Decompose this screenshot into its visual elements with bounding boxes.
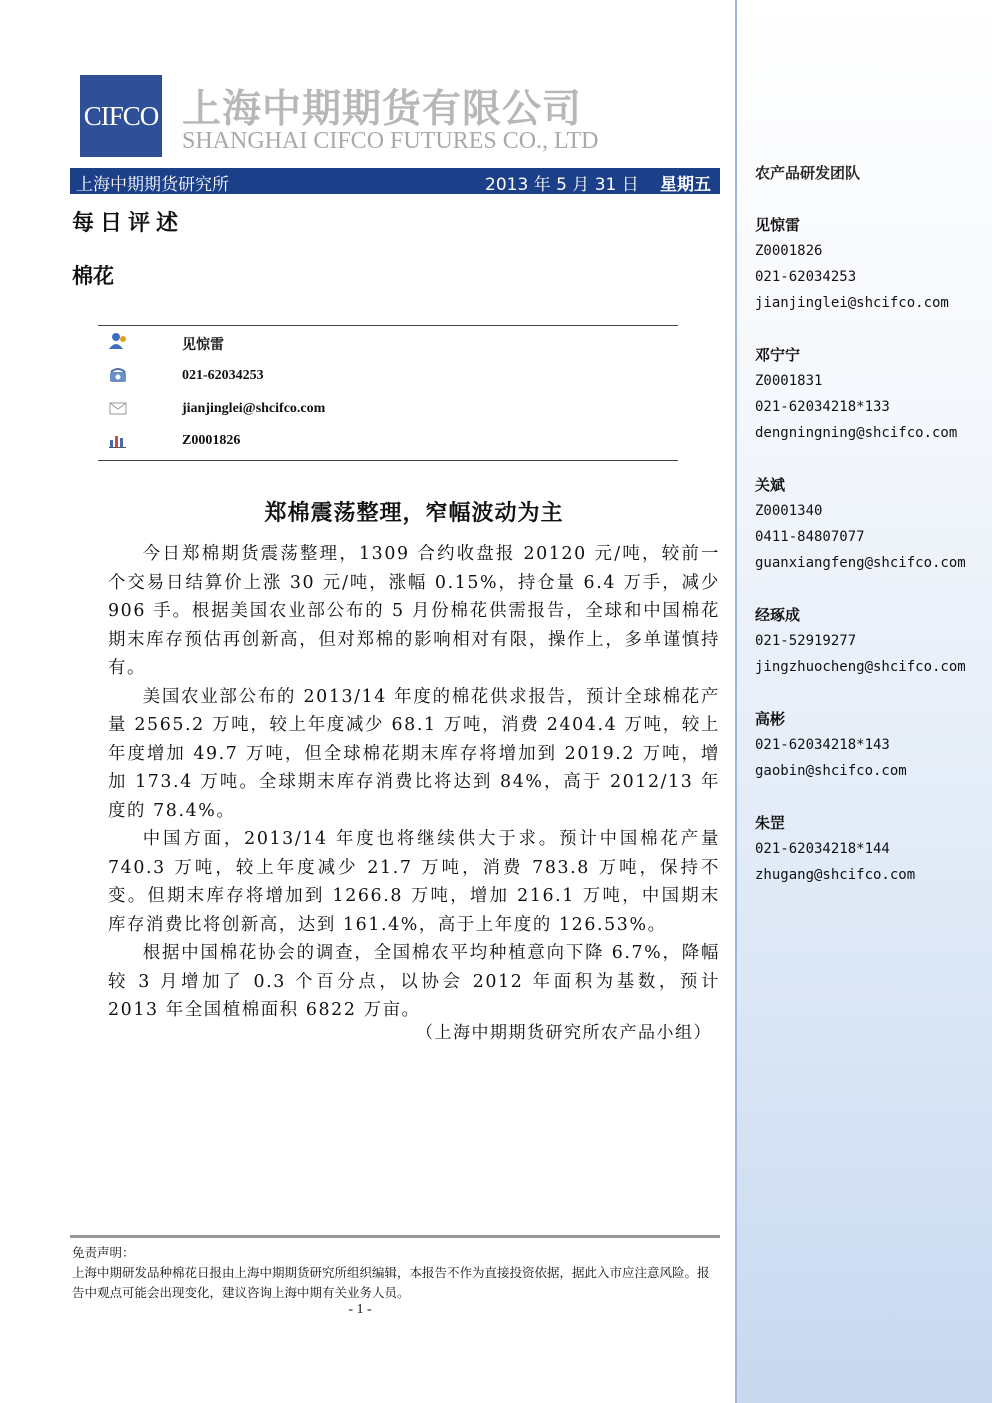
article-signature: （上海中期期货研究所农产品小组）: [416, 1023, 712, 1043]
chart-icon: [108, 431, 128, 449]
disclaimer-label: 免责声明：: [72, 1245, 135, 1260]
article-paragraph: 美国农业部公布的 2013/14 年度的棉花供求报告，预计全球棉花产量 2565.2 万吨，较上年度减少 68.1 万吨，消费 2404.4 万吨，较上年度增加 49.7 万吨，但全球棉花期末库存将增加到 2019.2 万吨，增加 173.4 万吨。全球期末库存消费比将达到 84%，高于 2012/13 年度的 78.4%。: [108, 686, 720, 821]
contact-email[interactable]: gaobin@shcifco.com: [755, 763, 907, 779]
contact-card: [755, 212, 949, 316]
contact-email[interactable]: zhugang@shcifco.com: [755, 867, 916, 883]
commodity-title: 棉花: [72, 264, 114, 288]
report-date: 2013 年 5 月 31 日: [485, 175, 639, 195]
article-body: [108, 540, 720, 1025]
contact-email[interactable]: jianjinglei@shcifco.com: [755, 295, 949, 311]
analyst-phone: 021-62034253: [182, 368, 264, 383]
analyst-phone-row: [98, 366, 678, 388]
contact-card: [755, 342, 957, 446]
article-headline: 郑棉震荡整理，窄幅波动为主: [264, 501, 564, 526]
person-icon: [108, 332, 128, 350]
article-paragraph: 今日郑棉期货震荡整理，1309 合约收盘报 20120 元/吨，较前一个交易日结算价上涨 30 元/吨，涨幅 0.15%，持仓量 6.4 万手，减少 906 手。根据美国农业部公布的 5 月份棉花供需报告，全球和中国棉花期末库存预估再创新高，但对郑棉的影响相对有限，操作上，多单谨慎持有。: [108, 544, 720, 678]
contact-name: 关斌: [755, 476, 786, 494]
contact-name: 邓宁宁: [755, 346, 801, 364]
contact-id: Z0001340: [755, 503, 823, 519]
article-paragraph: 根据中国棉花协会的调查，全国棉农平均种植意向下降 6.7%，降幅较 3 月增加了 0.3 个百分点，以协会 2012 年面积为基数，预计 2013 年全国植棉面积 6822 万亩。: [108, 943, 720, 1020]
contact-id: Z0001831: [755, 373, 823, 389]
sidebar: [735, 0, 992, 1403]
analyst-license-row: [98, 431, 678, 453]
contact-id: Z0001826: [755, 243, 823, 259]
contact-phone: 021-62034218*143: [755, 737, 890, 753]
contact-phone: 021-62034218*144: [755, 841, 890, 857]
analyst-info: [98, 325, 678, 461]
footer-divider: [70, 1235, 720, 1238]
analyst-license: Z0001826: [182, 433, 241, 448]
contact-phone: 021-62034253: [755, 269, 857, 285]
contact-phone: 0411-84807077: [755, 529, 865, 545]
institute-name: 上海中期期货研究所: [76, 175, 229, 195]
analyst-name-row: [98, 332, 678, 354]
phone-icon: [108, 366, 128, 384]
article-paragraph: 中国方面，2013/14 年度也将继续供大于求。预计中国棉花产量 740.3 万吨，较上年度减少 21.7 万吨，消费 783.8 万吨，保持不变。但期末库存将增加到 1266.8 万吨，增加 216.1 万吨，中国期末库存消费比将创新高，达到 161.4%，高于上年度的 126.53%。: [108, 829, 720, 935]
contact-name: 见惊雷: [755, 216, 801, 234]
company-name-cn: 上海中期期货有限公司: [182, 87, 583, 132]
sidebar-title: 农产品研发团队: [755, 164, 861, 182]
contact-email[interactable]: guanxiangfeng@shcifco.com: [755, 555, 966, 571]
company-logo: CIFCO: [80, 75, 162, 157]
contact-email[interactable]: dengningning@shcifco.com: [755, 425, 958, 441]
contact-phone: 021-52919277: [755, 633, 857, 649]
analyst-email[interactable]: jianjinglei@shcifco.com: [182, 401, 326, 416]
contact-phone: 021-62034218*133: [755, 399, 890, 415]
disclaimer: [72, 1243, 720, 1303]
section-title: 每日评述: [72, 211, 185, 236]
report-weekday: 星期五: [660, 175, 711, 195]
page-number: - 1 -: [348, 1302, 372, 1317]
analyst-email-row: [98, 399, 678, 421]
contact-card: [755, 706, 907, 784]
mail-icon: [108, 399, 128, 417]
disclaimer-text: 上海中期研发品种棉花日报由上海中期期货研究所组织编辑，本报告不作为直接投资依据，据此入市应注意风险。报告中观点可能会出现变化，建议咨询上海中期有关业务人员。: [72, 1265, 710, 1300]
company-name-en: SHANGHAI CIFCO FUTURES CO., LTD: [182, 128, 599, 154]
contact-name: 高彬: [755, 710, 786, 728]
contact-name: 朱罡: [755, 814, 786, 832]
analyst-name: 见惊雷: [182, 338, 224, 353]
contact-card: [755, 810, 915, 888]
header-bar: [70, 168, 720, 194]
contact-card: [755, 602, 966, 680]
contact-card: [755, 472, 966, 576]
contact-email[interactable]: jingzhuocheng@shcifco.com: [755, 659, 966, 675]
contact-name: 经琢成: [755, 606, 801, 624]
